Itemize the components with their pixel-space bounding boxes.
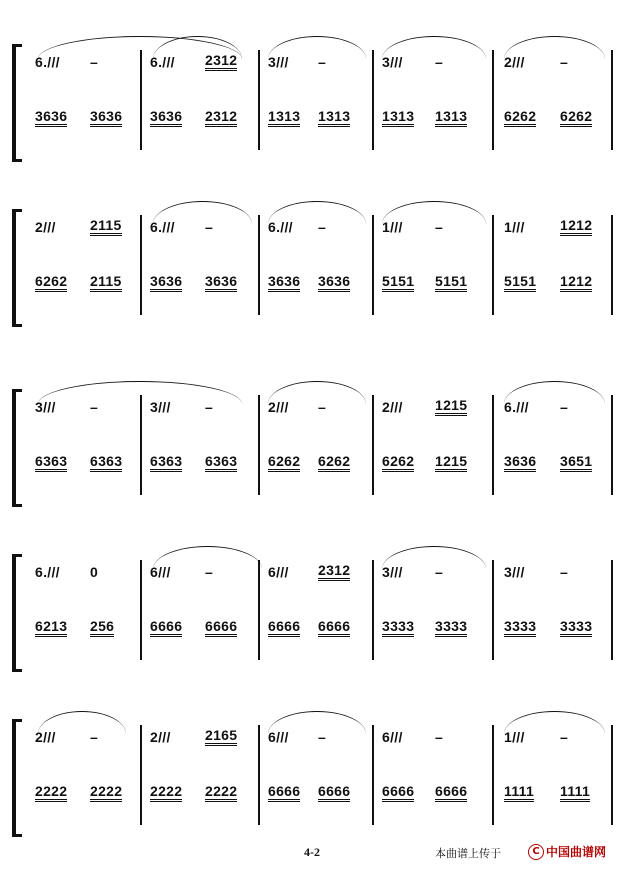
barline <box>140 560 142 660</box>
upper-note: – <box>318 219 327 235</box>
upper-note: – <box>435 219 444 235</box>
lower-note: 3636 <box>35 110 67 127</box>
upper-note: 6./// <box>150 54 175 70</box>
lower-note: 6363 <box>150 455 182 472</box>
upper-note: 1/// <box>504 729 525 745</box>
upper-note: 1215 <box>435 399 467 416</box>
upper-note: 6/// <box>268 564 289 580</box>
upper-note: – <box>90 54 99 70</box>
upper-note: 6/// <box>150 564 171 580</box>
lower-note: 3636 <box>90 110 122 127</box>
lower-note: 3636 <box>504 455 536 472</box>
system-bracket <box>12 209 22 327</box>
barline <box>611 215 613 315</box>
lower-note: 5151 <box>435 275 467 292</box>
lower-note: 6666 <box>318 785 350 802</box>
lower-note: 2115 <box>90 275 122 292</box>
lower-note: 3636 <box>150 275 182 292</box>
upper-note: 6/// <box>268 729 289 745</box>
logo-text: 中国曲谱网 <box>546 845 607 859</box>
upper-note: – <box>435 564 444 580</box>
upper-note: 2/// <box>504 54 525 70</box>
page-number: 4-2 <box>304 845 320 859</box>
lower-note: 1313 <box>318 110 350 127</box>
upper-note: 3/// <box>382 54 403 70</box>
upper-note: – <box>435 54 444 70</box>
upper-note: – <box>205 399 214 415</box>
barline <box>258 395 260 495</box>
lower-note: 3333 <box>435 620 467 637</box>
lower-note: 6213 <box>35 620 67 637</box>
upper-note: – <box>318 399 327 415</box>
barline <box>611 50 613 150</box>
barline <box>372 725 374 825</box>
upper-note: 3/// <box>382 564 403 580</box>
lower-note: 6262 <box>560 110 592 127</box>
system-bracket <box>12 554 22 672</box>
upper-note: – <box>318 729 327 745</box>
barline <box>258 50 260 150</box>
lower-note: 2222 <box>90 785 122 802</box>
upper-note: – <box>560 564 569 580</box>
barline <box>372 395 374 495</box>
lower-note: 3636 <box>205 275 237 292</box>
upper-note: 3/// <box>35 399 56 415</box>
lower-note: 6666 <box>205 620 237 637</box>
lower-note: 6666 <box>150 620 182 637</box>
upper-note: – <box>560 729 569 745</box>
upload-credit: 本曲谱上传于 <box>435 847 501 860</box>
lower-note: 1313 <box>435 110 467 127</box>
lower-note: 6363 <box>90 455 122 472</box>
lower-note: 6666 <box>268 785 300 802</box>
system-bracket <box>12 389 22 507</box>
upper-note: 2/// <box>382 399 403 415</box>
lower-note: 1111 <box>560 785 590 802</box>
upper-note: 1/// <box>504 219 525 235</box>
lower-note: 3636 <box>318 275 350 292</box>
lower-note: 6666 <box>382 785 414 802</box>
lower-note: 2312 <box>205 110 237 127</box>
lower-note: 3333 <box>504 620 536 637</box>
lower-note: 6262 <box>504 110 536 127</box>
upper-note: – <box>90 729 99 745</box>
lower-note: 6262 <box>268 455 300 472</box>
lower-note: 6666 <box>435 785 467 802</box>
barline <box>372 560 374 660</box>
lower-note: 1212 <box>560 275 592 292</box>
upper-note: – <box>435 729 444 745</box>
lower-note: 6262 <box>35 275 67 292</box>
upper-note: 6./// <box>150 219 175 235</box>
system-bracket <box>12 44 22 162</box>
upper-note: – <box>205 219 214 235</box>
score-system <box>0 215 628 327</box>
barline <box>611 725 613 825</box>
lower-note: 3651 <box>560 455 592 472</box>
barline <box>140 395 142 495</box>
lower-note: 6363 <box>205 455 237 472</box>
lower-note: 2222 <box>205 785 237 802</box>
upper-note: 2/// <box>35 729 56 745</box>
upper-note: 2/// <box>150 729 171 745</box>
barline <box>611 395 613 495</box>
lower-note: 1313 <box>268 110 300 127</box>
lower-note: 1111 <box>504 785 534 802</box>
barline <box>492 215 494 315</box>
lower-note: 2222 <box>35 785 67 802</box>
lower-note: 6666 <box>318 620 350 637</box>
upper-note: 6./// <box>35 54 60 70</box>
upper-note: 2115 <box>90 219 122 236</box>
lower-note: 3636 <box>268 275 300 292</box>
barline <box>492 50 494 150</box>
lower-note: 5151 <box>382 275 414 292</box>
lower-note: 5151 <box>504 275 536 292</box>
upper-note: 2/// <box>35 219 56 235</box>
barline <box>258 560 260 660</box>
upper-note: – <box>560 399 569 415</box>
barline <box>611 560 613 660</box>
score-system <box>0 395 628 507</box>
barline <box>140 50 142 150</box>
upper-note: 3/// <box>504 564 525 580</box>
score-system <box>0 725 628 837</box>
lower-note: 6363 <box>35 455 67 472</box>
upper-note: 2/// <box>268 399 289 415</box>
lower-note: 3333 <box>382 620 414 637</box>
barline <box>492 560 494 660</box>
upper-note: – <box>560 54 569 70</box>
lower-note: 2222 <box>150 785 182 802</box>
lower-note: 256 <box>90 620 114 637</box>
lower-note: 6262 <box>318 455 350 472</box>
score-system <box>0 50 628 162</box>
upper-note: 2312 <box>318 564 350 581</box>
barline <box>372 50 374 150</box>
barline <box>258 215 260 315</box>
upper-note: 2312 <box>205 54 237 71</box>
lower-note: 1313 <box>382 110 414 127</box>
logo-icon: C <box>528 844 544 860</box>
upper-note: 6./// <box>35 564 60 580</box>
upper-note: 3/// <box>150 399 171 415</box>
upper-note: 6/// <box>382 729 403 745</box>
lower-note: 3333 <box>560 620 592 637</box>
upper-note: – <box>90 399 99 415</box>
upper-note: 1212 <box>560 219 592 236</box>
upper-note: 6./// <box>268 219 293 235</box>
upper-note: 1/// <box>382 219 403 235</box>
upper-note: 6./// <box>504 399 529 415</box>
barline <box>492 395 494 495</box>
upper-note: – <box>205 564 214 580</box>
lower-note: 3636 <box>150 110 182 127</box>
upper-note: 3/// <box>268 54 289 70</box>
upper-note: – <box>318 54 327 70</box>
barline <box>372 215 374 315</box>
lower-note: 1215 <box>435 455 467 472</box>
lower-note: 6666 <box>268 620 300 637</box>
site-logo <box>528 843 606 860</box>
barline <box>140 725 142 825</box>
system-bracket <box>12 719 22 837</box>
score-system <box>0 560 628 672</box>
barline <box>258 725 260 825</box>
upper-note: 2165 <box>205 729 237 746</box>
barline <box>140 215 142 315</box>
lower-note: 6262 <box>382 455 414 472</box>
barline <box>492 725 494 825</box>
upper-note: 0 <box>90 564 99 580</box>
